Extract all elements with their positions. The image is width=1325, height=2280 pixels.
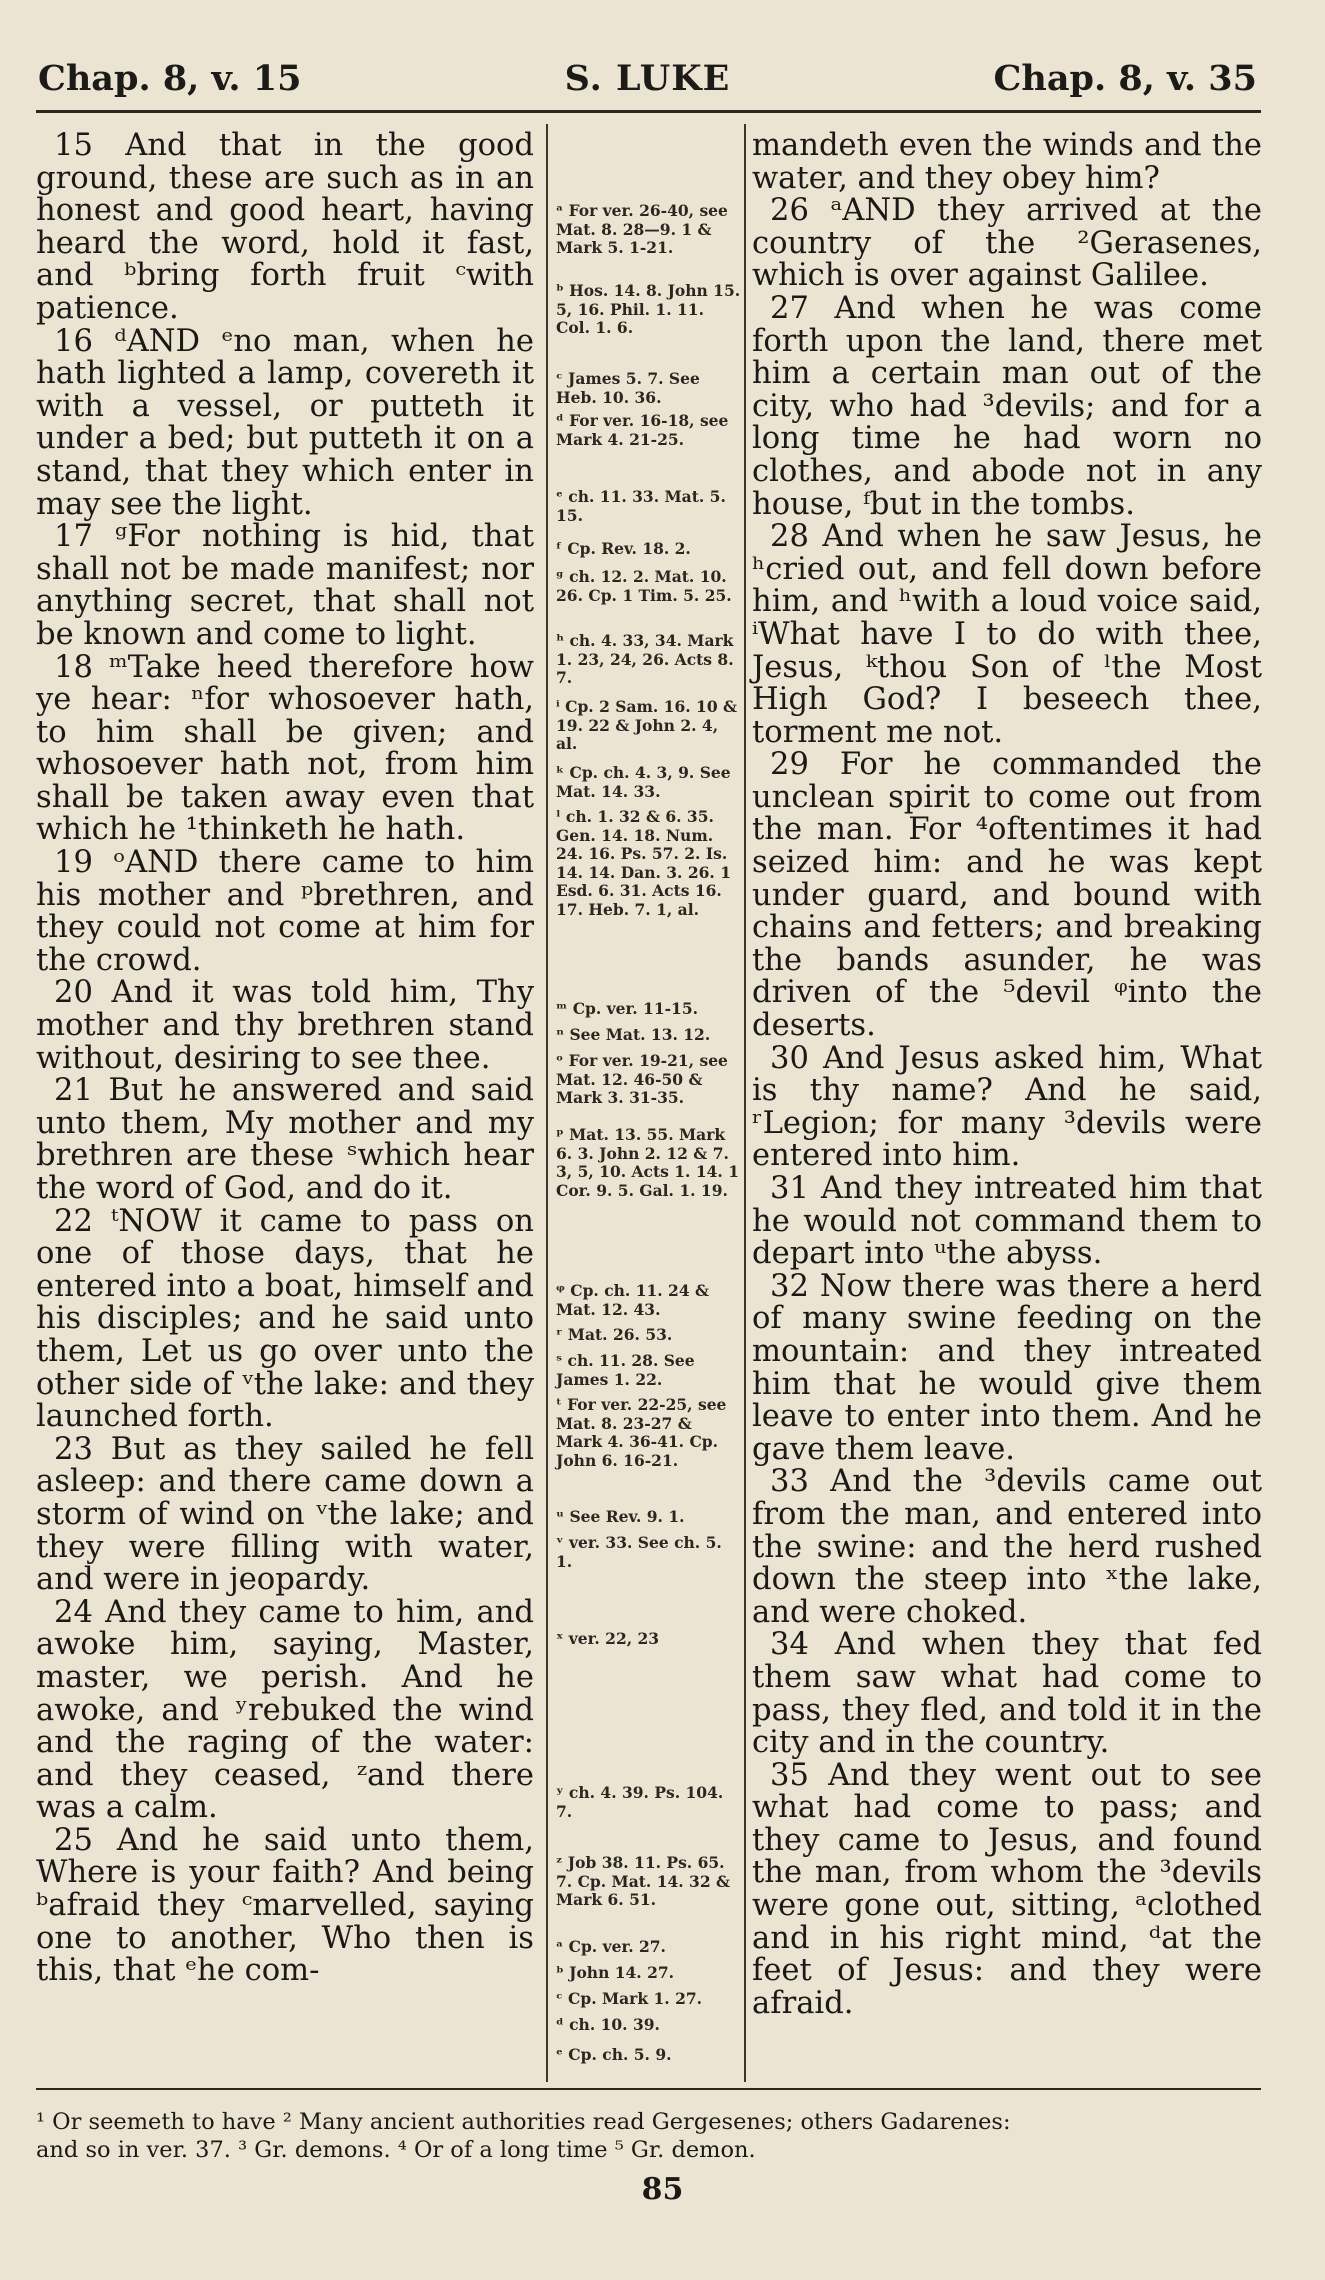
cross-reference: ᶠ Cp. Rev. 18. 2. xyxy=(556,539,691,558)
cross-reference: ʸ ch. 4. 39. Ps. 104. 7. xyxy=(556,1783,724,1821)
cross-reference: ᶻ Job 38. 11. Ps. 65. 7. Cp. Mat. 14. 32 & Mark 6. 51. xyxy=(556,1853,731,1909)
verse: 18 ᵐTake heed therefore how ye hear: ⁿfor whosoever hath, to him shall be given; and whosoever hath not, from him shall be taken away even that which he ¹thinketh he hath. xyxy=(36,649,534,848)
page-number: 85 xyxy=(641,2172,684,2207)
verse: 23 But as they sailed he fell asleep: and there came down a storm of wind on ᵛthe lake; and they were filling with water, and were in jeopardy. xyxy=(36,1431,534,1598)
column-divider-left xyxy=(546,124,548,2082)
running-header xyxy=(38,58,1257,108)
header-center: S. LUKE xyxy=(564,58,731,99)
cross-reference-column xyxy=(556,130,742,2080)
verse: 22 ᵗNOW it came to pass on one of those days, that he entered into a boat, himself and his disciples; and he said unto them, Let us go over unto the other side of ᵛthe lake: and they launched forth. xyxy=(36,1203,534,1435)
cross-reference: ᵗ For ver. 22-25, see Mat. 8. 23-27 & Mark 4. 36-41. Cp. John 6. 16-21. xyxy=(556,1395,727,1470)
verse: 24 And they came to him, and awoke him, saying, Master, master, we perish. And he awoke, and ʸrebuked the wind and the raging of the water: and they ceased, ᶻand there was a calm. xyxy=(36,1594,534,1826)
cross-reference: ᵈ For ver. 16-18, see Mark 4. 21-25. xyxy=(556,411,729,449)
cross-reference: ᵠ Cp. ch. 11. 24 & Mat. 12. 43. xyxy=(556,1281,710,1319)
verse: 20 And it was told him, Thy mother and thy brethren stand without, desiring to see thee. xyxy=(36,975,534,1076)
verse: 31 And they intreated him that he would not command them to depart into ᵘthe abyss. xyxy=(752,1171,1262,1272)
verse: mandeth even the winds and the water, and they obey him? xyxy=(752,128,1262,196)
verse: 35 And they went out to see what had come to pass; and they came to Jesus, and found the man, from whom the ³devils were gone out, sitting, ᵃclothed and in his right mind, ᵈat the feet of Jesus: and they were afraid. xyxy=(752,1757,1262,2021)
cross-reference: ˣ ver. 22, 23 xyxy=(556,1629,660,1648)
verse: 33 And the ³devils came out from the man, and entered into the swine: and the herd rushed down the steep into ˣthe lake, and were choked. xyxy=(752,1464,1262,1630)
verse: 17 ᵍFor nothing is hid, that shall not be made manifest; nor anything secret, that shall not be known and come to light. xyxy=(36,519,534,652)
cross-reference: ᵒ For ver. 19-21, see Mat. 12. 46-50 & Mark 3. 31-35. xyxy=(556,1051,728,1107)
cross-reference: ⁱ Cp. 2 Sam. 16. 10 & 19. 22 & John 2. 4, al. xyxy=(556,697,738,753)
cross-reference: ᶜ James 5. 7. See Heb. 10. 36. xyxy=(556,369,700,407)
cross-reference: ⁿ See Mat. 13. 12. xyxy=(556,1025,711,1044)
cross-reference: ᵍ ch. 12. 2. Mat. 10. 26. Cp. 1 Tim. 5. 25. xyxy=(556,567,732,605)
cross-reference: ᵃ Cp. ver. 27. xyxy=(556,1937,666,1956)
cross-reference: ᵘ See Rev. 9. 1. xyxy=(556,1507,685,1526)
verse: 19 ᵒAND there came to him his mother and ᵖbrethren, and they could not come at him for the crowd. xyxy=(36,845,534,978)
cross-reference: ᶜ Cp. Mark 1. 27. xyxy=(556,1989,703,2008)
text-column-right xyxy=(752,130,1262,2020)
footnote-line: and so in ver. 37. ³ Gr. demons. ⁴ Or of a long time ⁵ Gr. demon. xyxy=(36,2137,756,2163)
cross-reference: ᵏ Cp. ch. 4. 3, 9. See Mat. 14. 33. xyxy=(556,763,731,801)
verse: 34 And when they that fed them saw what had come to pass, they fled, and told it in the city and in the country. xyxy=(752,1627,1262,1761)
verse: 28 And when he saw Jesus, he ʰcried out, and fell down before him, and ʰwith a loud voice said, ⁱWhat have I to do with thee, Jesus, ᵏthou Son of ˡthe Most High God? I beseech thee, torment me not. xyxy=(752,519,1262,750)
verse: 29 For he commanded the unclean spirit to come out from the man. For ⁴oftentimes it had seized him: and he was kept under guard, and bound with chains and fetters; and breaking the bands asunder, he was driven of the ⁵devil ᵠinto the deserts. xyxy=(752,747,1262,1044)
verse: 21 But he answered and said unto them, My mother and my brethren are these ˢwhich hear the word of God, and do it. xyxy=(36,1073,534,1206)
header-rule xyxy=(36,110,1261,113)
verse: 32 Now there was there a herd of many swine feeding on the mountain: and they intreated him that he would give them leave to enter into them. And he gave them leave. xyxy=(752,1268,1262,1467)
cross-reference: ᵐ Cp. ver. 11-15. xyxy=(556,999,699,1018)
verse: 15 And that in the good ground, these are such as in an honest and good heart, having heard the word, hold it fast, and ᵇbring forth fruit ᶜwith patience. xyxy=(36,128,534,326)
cross-reference: ʳ Mat. 26. 53. xyxy=(556,1325,673,1344)
cross-reference: ᵉ Cp. ch. 5. 9. xyxy=(556,2045,672,2064)
verse: 25 And he said unto them, Where is your faith? And being ᵇafraid they ᶜmarvelled, saying one to another, Who then is this, that ᵉhe com- xyxy=(36,1822,534,1989)
verse: 26 ᵃAND they arrived at the country of the ²Gerasenes, which is over against Galilee. xyxy=(752,193,1262,294)
verse: 16 ᵈAND ᵉno man, when he hath lighted a lamp, covereth it with a vessel, or putteth it under a bed; but putteth it on a stand, that they which enter in may see the light. xyxy=(36,323,534,522)
verse: 30 And Jesus asked him, What is thy name? And he said, ʳLegion; for many ³devils were entered into him. xyxy=(752,1040,1262,1174)
cross-reference: ᵈ ch. 10. 39. xyxy=(556,2015,660,2034)
verse: 27 And when he was come forth upon the land, there met him a certain man out of the city, who had ³devils; and for a long time he had worn no clothes, and abode not in any house, ᶠbut in the tombs. xyxy=(752,290,1262,522)
cross-reference: ᵉ ch. 11. 33. Mat. 5. 15. xyxy=(556,487,726,525)
footnote-line: ¹ Or seemeth to have ² Many ancient authorities read Gergesenes; others Gadarenes: xyxy=(36,2109,1011,2135)
cross-reference: ᵖ Mat. 13. 55. Mark 6. 3. John 2. 12 & 7. 3, 5, 10. Acts 1. 14. 1 Cor. 9. 5. Gal. 1. 19. xyxy=(556,1125,739,1200)
footnotes xyxy=(36,2108,1266,2164)
column-divider-right xyxy=(744,124,746,2082)
text-column-left xyxy=(36,130,534,1988)
cross-reference: ˢ ch. 11. 28. See James 1. 22. xyxy=(556,1351,695,1389)
cross-reference: ᵇ John 14. 27. xyxy=(556,1963,675,1982)
footnote-rule xyxy=(36,2088,1261,2090)
cross-reference: ʰ ch. 4. 33, 34. Mark 1. 23, 24, 26. Acts 8. 7. xyxy=(556,631,734,687)
cross-reference: ᵃ For ver. 26-40, see Mat. 8. 28—9. 1 & Mark 5. 1-21. xyxy=(556,201,728,257)
cross-reference: ᵛ ver. 33. See ch. 5. 1. xyxy=(556,1533,722,1571)
header-right: Chap. 8, v. 35 xyxy=(993,58,1257,99)
header-left: Chap. 8, v. 15 xyxy=(38,58,302,99)
cross-reference: ˡ ch. 1. 32 & 6. 35. Gen. 14. 18. Num. 24. 16. Ps. 57. 2. Is. 14. 14. Dan. 3. 26. 1 Esd. 6. 31. Acts 16. 17. Heb. 7. 1, al. xyxy=(556,807,731,919)
cross-reference: ᵇ Hos. 14. 8. John 15. 5, 16. Phil. 1. 11. Col. 1. 6. xyxy=(556,281,741,337)
